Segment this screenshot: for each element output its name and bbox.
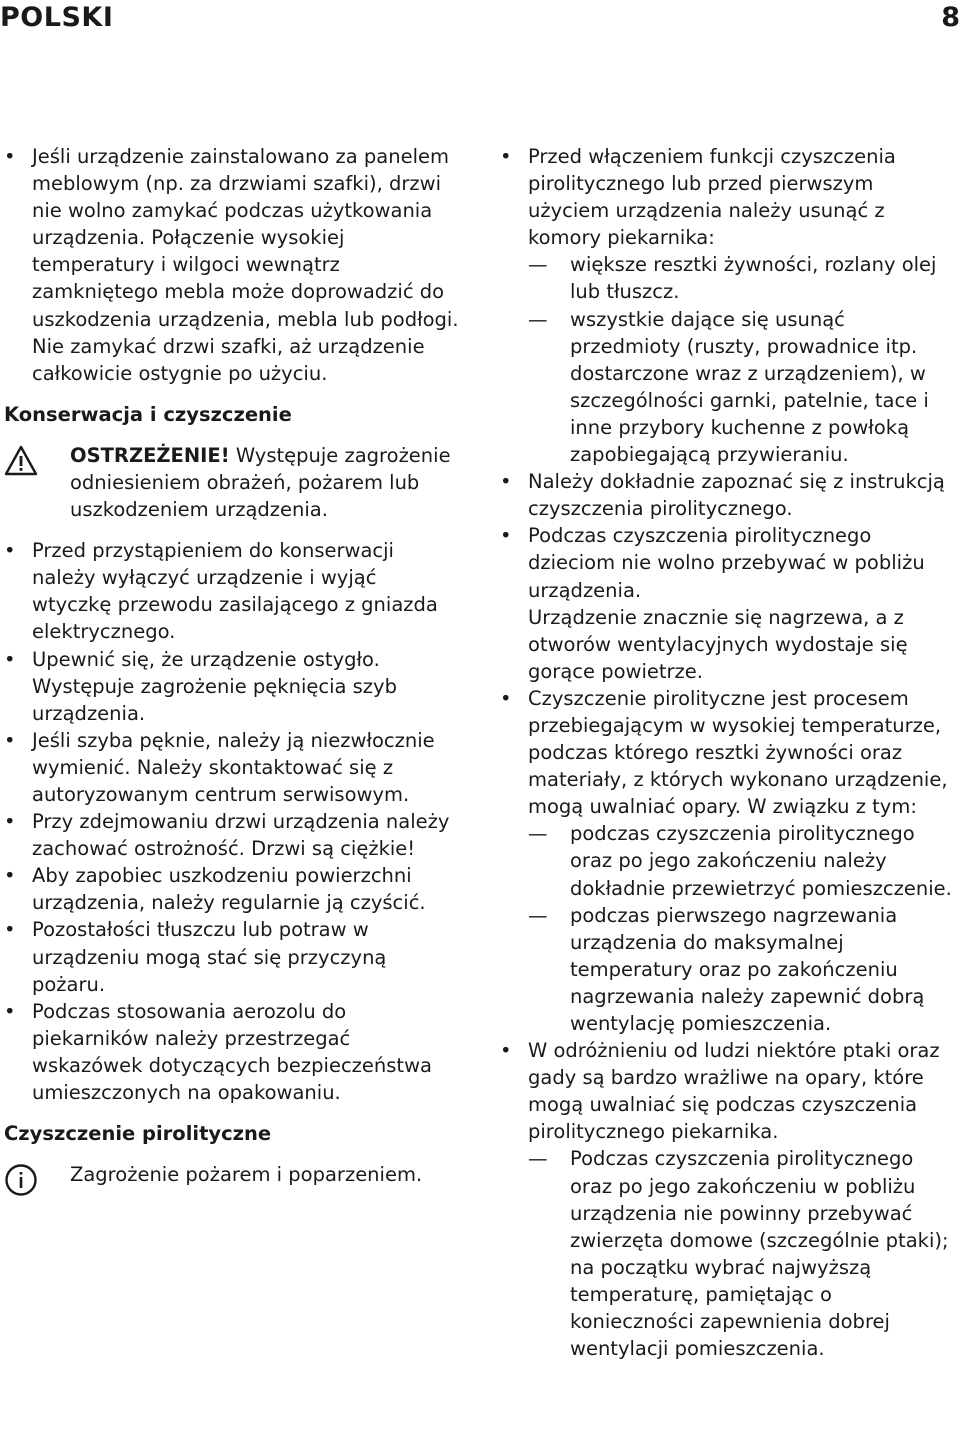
list-item: • Czyszczenie pirolityczne jest procesem przebiegającym w wysokiej temperaturze, podczas którego resztki żywności oraz materiały, z których wykonano urządzenie, mogą uwalniać opary. W związku z tym: [500, 685, 960, 820]
list-item: • Jeśli urządzenie zainstalowano za panelem meblowym (np. za drzwiami szafki), drzwi nie wolno zamykać podczas użytkowania urządzenia. Połączenie wysokiej temperatury i wilgoci wewnątrz zamkniętego mebla może doprowadzić do uszkodzenia urządzenia, mebla lub podłogi. Nie zamykać drzwi szafki, aż urządzenie całkowicie ostygnie po użyciu. [4, 143, 460, 387]
heading-pyrolytic: Czyszczenie pirolityczne [4, 1122, 272, 1146]
list-item: • W odróżnieniu od ludzi niektóre ptaki oraz gady są bardzo wrażliwe na opary, które mogą uwalniać się podczas czyszczenia pirolitycznego piekarnika. [500, 1037, 960, 1145]
warning-note [4, 442, 460, 523]
maintenance-list [4, 537, 460, 1106]
list-item: • Podczas stosowania aerozolu do piekarników należy przestrzegać wskazówek dotyczących bezpieczeństwa umieszczonych na opakowaniu. [4, 998, 460, 1106]
info-text: Zagrożenie pożarem i poparzeniem. [70, 1163, 423, 1187]
list-item: • Należy dokładnie zapoznać się z instrukcją czyszczenia pirolitycznego. [500, 468, 960, 522]
warning-text: Występuje zagrożenie odniesieniem obrażeń, pożarem lub uszkodzeniem urządzenia. [70, 443, 451, 522]
dash-item: — Podczas czyszczenia pirolitycznego oraz po jego zakończeniu w pobliżu urządzenia nie powinny przebywać zwierzęta domowe (szczególnie ptaki); na początku wybrać najwyższą temperaturę, pamiętając o konieczności zapewnienia dobrej wentylacji pomieszczenia. [500, 1145, 960, 1362]
list-item: • Upewnić się, że urządzenie ostygło. Występuje zagrożenie pęknięcia szyb urządzenia. [4, 646, 460, 727]
dash-item: — podczas czyszczenia pirolitycznego oraz po jego zakończeniu należy dokładnie przewietrzyć pomieszczenie. [500, 820, 960, 901]
right-column [500, 143, 960, 1362]
heading-maintenance: Konserwacja i czyszczenie [4, 402, 292, 426]
page-header [0, 0, 960, 36]
pyrolytic-list [500, 143, 960, 1362]
dash-item: — podczas pierwszego nagrzewania urządzenia do maksymalnej temperatury oraz po zakończeniu nagrzewania należy zapewnić dobrą wentylację pomieszczenia. [500, 902, 960, 1037]
list-item: • Przy zdejmowaniu drzwi urządzenia należy zachować ostrożność. Drzwi są ciężkie! [4, 808, 460, 862]
list-item: • Aby zapobiec uszkodzeniu powierzchni urządzenia, należy regularnie ją czyścić. [4, 862, 460, 916]
intro-list [4, 143, 460, 387]
list-item: • Jeśli szyba pęknie, należy ją niezwłocznie wymienić. Należy skontaktować się z autoryzowanym centrum serwisowym. [4, 727, 460, 808]
list-item-continuation: Urządzenie znacznie się nagrzewa, a z otworów wentylacyjnych wydostaje się gorące powietrze. [528, 605, 908, 683]
list-item: • Pozostałości tłuszczu lub potraw w urządzeniu mogą stać się przyczyną pożaru. [4, 916, 460, 997]
page-number: 8 [941, 2, 960, 33]
list-item: • Przed przystąpieniem do konserwacji należy wyłączyć urządzenie i wyjąć wtyczkę przewodu zasilającego z gniazda elektrycznego. [4, 537, 460, 645]
list-item-text: • Podczas czyszczenia pirolitycznego dzieciom nie wolno przebywać w pobliżu urządzenia. [528, 524, 925, 602]
dash-item: — wszystkie dające się usunąć przedmioty (ruszty, prowadnice itp. dostarczone wraz z urządzeniem), w szczególności garnki, patelnie, tace i inne przybory kuchenne z powłoką zapobiegającą przywieraniu. [500, 306, 960, 469]
info-icon [4, 1163, 38, 1197]
list-item [500, 522, 960, 685]
list-item: • Przed włączeniem funkcji czyszczenia pirolitycznego lub przed pierwszym użyciem urządzenia należy usunąć z komory piekarnika: [500, 143, 960, 251]
info-note [4, 1161, 460, 1188]
warning-label: OSTRZEŻENIE! [70, 443, 230, 467]
left-column [4, 143, 460, 1202]
warning-triangle-icon [4, 444, 38, 478]
dash-item: — większe resztki żywności, rozlany olej lub tłuszcz. [500, 251, 960, 305]
section-title: POLSKI [0, 2, 114, 33]
